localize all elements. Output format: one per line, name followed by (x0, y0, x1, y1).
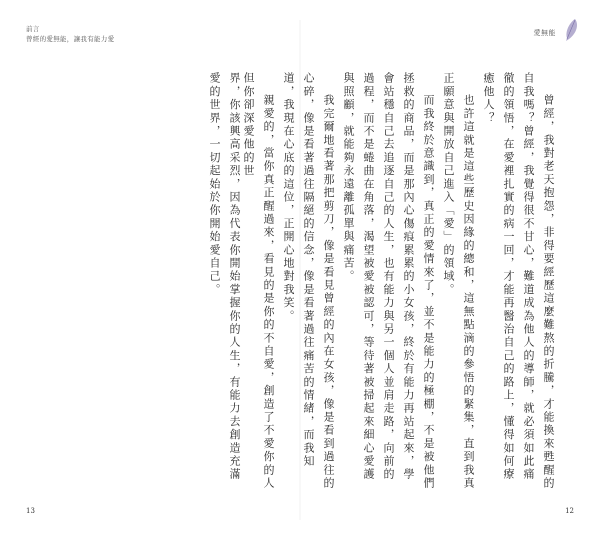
running-header-left (26, 24, 114, 44)
page-number-left: 13 (26, 507, 35, 515)
paragraph: 界，你該興高采烈，因為代表你開始掌握你的人生，有能力去創造充滿愛的世界，一切起始於你開始愛自己。 (208, 72, 241, 482)
running-header-right: 愛無能 (533, 29, 556, 37)
header-book-title: 曾經的愛無能，讓我有能力愛 (26, 35, 115, 43)
paragraph: 也許這就是這些歷史因緣的總和，這無點滴的參悟的緊集，直到我真正願意與開放自己進入「愛」的領域。 (442, 72, 475, 490)
page-number-right: 12 (565, 507, 574, 515)
paragraph: 親愛的，當你真正醒過來，看見的是你的不自愛，創造了不愛你的人但你卻深愛他的世 (242, 72, 275, 490)
feather-icon (562, 18, 580, 42)
paragraph: 曾經，我對老天抱怨，非得要經歷這麼難熬的折騰，才能換來甦醒的自我嗎？曾經，我覺得很不甘心，難道成為他人的導師，就必須如此痛徹的領悟，在愛裡扎實的病一回，才能再醫治自己的路上，懂得如何療癒他人？ (482, 72, 555, 490)
paragraph: 我完爾地看著那把剪刀，像是看見曾經的內在女孩，像是看到過往的心碎，像是看著過往隔絕的信念，像是看著過往痛苦的情緒，而我知道，我現在心底的這位，正開心地對我笑。 (282, 72, 335, 490)
header-chapter-label: 前言 (26, 25, 40, 33)
body-text-right (242, 72, 558, 492)
right-page (242, 0, 600, 540)
paragraph: 而我終於意識到，真正的愛情來了，並不是能力的極棚，不是被他們拯救的商品，而是那內心傷痕累累的小女孩，終於有能力再站起來，學會站穩自己去追逐自己的人生，也有能力與另一個人並肩走路，向前的過程，而不是蜷曲在角落，渴望被愛被認可，等待著被掃起來細心愛護與照顧，就能夠永遠離孤單與痛苦。 (342, 72, 435, 490)
body-text-left (184, 72, 244, 492)
